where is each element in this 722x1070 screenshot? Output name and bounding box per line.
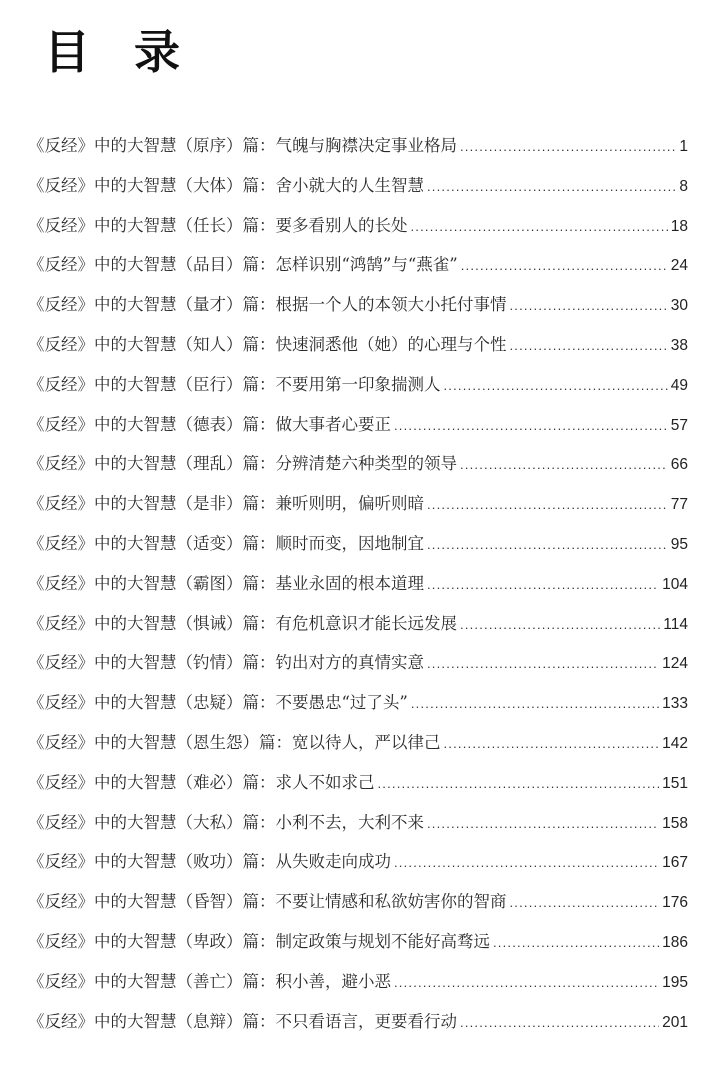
toc-entry[interactable] (28, 723, 688, 763)
toc-entry-title: 《反经》中的大智慧（理乱）篇：分辨清楚六种类型的领导 (28, 454, 457, 474)
table-of-contents (28, 126, 688, 1041)
toc-entry-title: 《反经》中的大智慧（大私）篇：小利不去，大利不来 (28, 812, 424, 832)
toc-entry[interactable] (28, 1002, 688, 1042)
dot-leader (510, 286, 668, 326)
toc-entry-title: 《反经》中的大智慧（霸图）篇：基业永固的根本道理 (28, 573, 424, 593)
toc-entry-title: 《反经》中的大智慧（败功）篇：从失败走向成功 (28, 852, 391, 872)
toc-entry[interactable] (28, 365, 688, 405)
toc-entry-title: 《反经》中的大智慧（品目）篇：怎样识别“鸿鹄”与“燕雀” (28, 255, 458, 275)
toc-page-number: 38 (670, 336, 688, 354)
dot-leader (427, 804, 659, 844)
dot-leader (460, 1003, 659, 1043)
dot-leader (460, 445, 668, 485)
toc-page-number: 77 (670, 496, 688, 514)
dot-leader (493, 923, 659, 963)
toc-entry[interactable] (28, 763, 688, 803)
toc-page-number: 176 (662, 894, 688, 912)
dot-leader (411, 684, 659, 724)
toc-entry-title: 《反经》中的大智慧（卑政）篇：制定政策与规划不能好高骛远 (28, 931, 490, 951)
dot-leader (378, 764, 660, 804)
toc-entry[interactable] (28, 285, 688, 325)
dot-leader (460, 127, 676, 167)
toc-page-number: 167 (662, 854, 688, 872)
toc-entry-title: 《反经》中的大智慧（息辩）篇：不只看语言，更要看行动 (28, 1011, 457, 1031)
dot-leader (444, 724, 660, 764)
toc-entry-title: 《反经》中的大智慧（臣行）篇：不要用第一印象揣测人 (28, 374, 441, 394)
toc-entry-title: 《反经》中的大智慧（钓情）篇：钓出对方的真情实意 (28, 653, 424, 673)
toc-page-number: 124 (662, 655, 688, 673)
toc-page-number: 66 (670, 456, 688, 474)
toc-page-number: 186 (662, 933, 688, 951)
dot-leader (461, 246, 668, 286)
toc-page-number: 1 (679, 138, 688, 155)
toc-entry[interactable] (28, 325, 688, 365)
toc-entry-title: 《反经》中的大智慧（大体）篇：舍小就大的人生智慧 (28, 175, 424, 195)
dot-leader (427, 525, 668, 565)
toc-entry-title: 《反经》中的大智慧（量才）篇：根据一个人的本领大小托付事情 (28, 295, 507, 315)
toc-page-number: 114 (663, 615, 688, 633)
toc-page-number: 95 (670, 535, 688, 553)
toc-entry[interactable] (28, 405, 688, 445)
toc-page-number: 8 (679, 177, 688, 195)
dot-leader (427, 644, 659, 684)
toc-entry-title: 《反经》中的大智慧（恩生怨）篇：宽以待人，严以律己 (28, 732, 441, 752)
toc-entry[interactable] (28, 803, 688, 843)
toc-entry-title: 《反经》中的大智慧（适变）篇：顺时而变，因地制宜 (28, 533, 424, 553)
toc-page-number: 57 (670, 416, 688, 434)
toc-entry-title: 《反经》中的大智慧（知人）篇：快速洞悉他（她）的心理与个性 (28, 334, 507, 354)
dot-leader (394, 963, 659, 1003)
toc-entry[interactable] (28, 683, 688, 723)
toc-entry[interactable] (28, 166, 688, 206)
dot-leader (427, 167, 676, 207)
toc-entry[interactable] (28, 643, 688, 683)
toc-page-number: 24 (670, 257, 688, 275)
dot-leader (394, 406, 668, 446)
toc-entry-title: 《反经》中的大智慧（任长）篇：要多看别人的长处 (28, 215, 408, 235)
toc-entry-title: 《反经》中的大智慧（是非）篇：兼听则明，偏听则暗 (28, 494, 424, 514)
toc-page-number: 195 (662, 973, 688, 991)
toc-entry-title: 《反经》中的大智慧（难必）篇：求人不如求己 (28, 772, 375, 792)
dot-leader (444, 366, 668, 406)
toc-entry-title: 《反经》中的大智慧（忠疑）篇：不要愚忠“过了头” (28, 693, 408, 713)
toc-entry[interactable] (28, 842, 688, 882)
toc-entry[interactable] (28, 922, 688, 962)
toc-page-number: 151 (662, 774, 688, 792)
toc-entry-title: 《反经》中的大智慧（原序）篇：气魄与胸襟决定事业格局 (28, 136, 457, 155)
toc-entry[interactable] (28, 245, 688, 285)
dot-leader (510, 326, 668, 366)
dot-leader (510, 883, 660, 923)
toc-page-number: 142 (662, 734, 688, 752)
toc-entry[interactable] (28, 484, 688, 524)
toc-page-number: 30 (670, 297, 688, 315)
toc-page-number: 49 (670, 376, 688, 394)
toc-entry[interactable] (28, 962, 688, 1002)
toc-page-number: 133 (662, 695, 688, 713)
toc-entry-title: 《反经》中的大智慧（昏智）篇：不要让情感和私欲妨害你的智商 (28, 892, 507, 912)
dot-leader (427, 485, 668, 525)
toc-entry[interactable] (28, 524, 688, 564)
toc-entry[interactable] (28, 126, 688, 166)
toc-entry-title: 《反经》中的大智慧（德表）篇：做大事者心要正 (28, 414, 391, 434)
toc-page-number: 104 (662, 575, 688, 593)
page-title: 目 录 (44, 25, 195, 79)
toc-entry-title: 《反经》中的大智慧（善亡）篇：积小善，避小恶 (28, 971, 391, 991)
dot-leader (394, 843, 659, 883)
toc-page-number: 18 (670, 217, 688, 235)
toc-entry[interactable] (28, 604, 688, 644)
toc-entry[interactable] (28, 882, 688, 922)
toc-entry[interactable] (28, 564, 688, 604)
toc-entry[interactable] (28, 206, 688, 246)
dot-leader (460, 605, 660, 645)
toc-entry[interactable] (28, 444, 688, 484)
dot-leader (411, 207, 668, 247)
toc-entry-title: 《反经》中的大智慧（惧诫）篇：有危机意识才能长远发展 (28, 613, 457, 633)
toc-page-number: 158 (662, 814, 688, 832)
toc-page-number: 201 (662, 1013, 688, 1031)
dot-leader (427, 565, 659, 605)
